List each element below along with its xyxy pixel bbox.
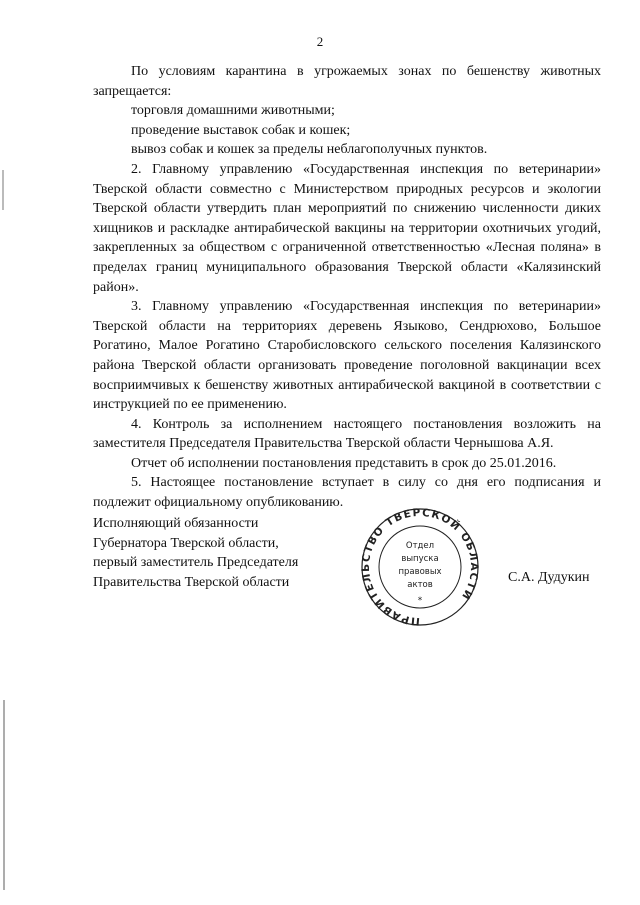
seal-center-line: Отдел (405, 541, 435, 551)
seal-ring-text: ПРАВИТЕЛЬСТВО ТВЕРСКОЙ ОБЛАСТИ (360, 506, 480, 628)
scan-edge-mark-top (2, 170, 4, 210)
signer-position-line: Правительства Тверской области (93, 574, 290, 590)
clause-2-paragraph: 2. Главному управлению «Государственная инспекция по ветеринарии» Тверской области совместно с Министерством природных ресурсов и экологии Тверской области утвердить план мероприятий по снижению численности диких хищников и раскладке антирабической вакцины на территории охотничьих угодий, закрепленных за обществом с ограниченной ответственностью «Лесная поляна» в пределах границ муниципального образования Тверской области «Калязинский район». (93, 161, 601, 295)
signer-position-line: Губернатора Тверской области, (93, 535, 279, 551)
prohibition-item-trade: торговля домашними животными; (131, 103, 335, 119)
signer-position-line: первый заместитель Председателя (93, 555, 299, 571)
clause-3-paragraph: 3. Главному управлению «Государственная инспекция по ветеринарии» Тверской области на территориях деревень Языково, Сендрюхово, Большое Рогатино, Малое Рогатино Старобисловского сельского поселения Калязинского района Тверской области организовать проведение поголовной вакцинации всех восприимчивых к бешенству животных антирабической вакциной в соответствии с инструкцией по ее применению. (93, 299, 601, 413)
seal-center-line: актов (407, 580, 433, 590)
seal-star: * (417, 596, 423, 606)
page-number: 2 (316, 34, 324, 49)
scan-edge-mark-bottom (3, 700, 5, 890)
signer-position-line: Исполняющий обязанности (93, 516, 259, 531)
official-seal-stamp (360, 505, 480, 635)
quarantine-intro-paragraph: По условиям карантина в угрожаемых зонах по бешенству животных запрещается: (93, 64, 601, 99)
seal-center-line: правовых (398, 567, 442, 577)
seal-center-line: выпуска (401, 554, 439, 564)
prohibition-item-exhibitions: проведение выставок собак и кошек; (131, 122, 351, 138)
report-deadline-paragraph: Отчет об исполнении постановления представить в срок до 25.01.2016. (131, 455, 557, 471)
signer-position-block (93, 514, 353, 592)
prohibition-item-export: вывоз собак и кошек за пределы неблагополучных пунктов. (131, 142, 488, 158)
clause-4-paragraph: 4. Контроль за исполнением настоящего постановления возложить на заместителя Председателя Правительства Тверской области Чернышова А.Я. (93, 416, 601, 452)
signer-name: С.А. Дудукин (508, 570, 590, 585)
document-body (93, 62, 601, 513)
clause-5-paragraph: 5. Настоящее постановление вступает в силу со дня его подписания и подлежит официальному опубликованию. (93, 475, 601, 511)
